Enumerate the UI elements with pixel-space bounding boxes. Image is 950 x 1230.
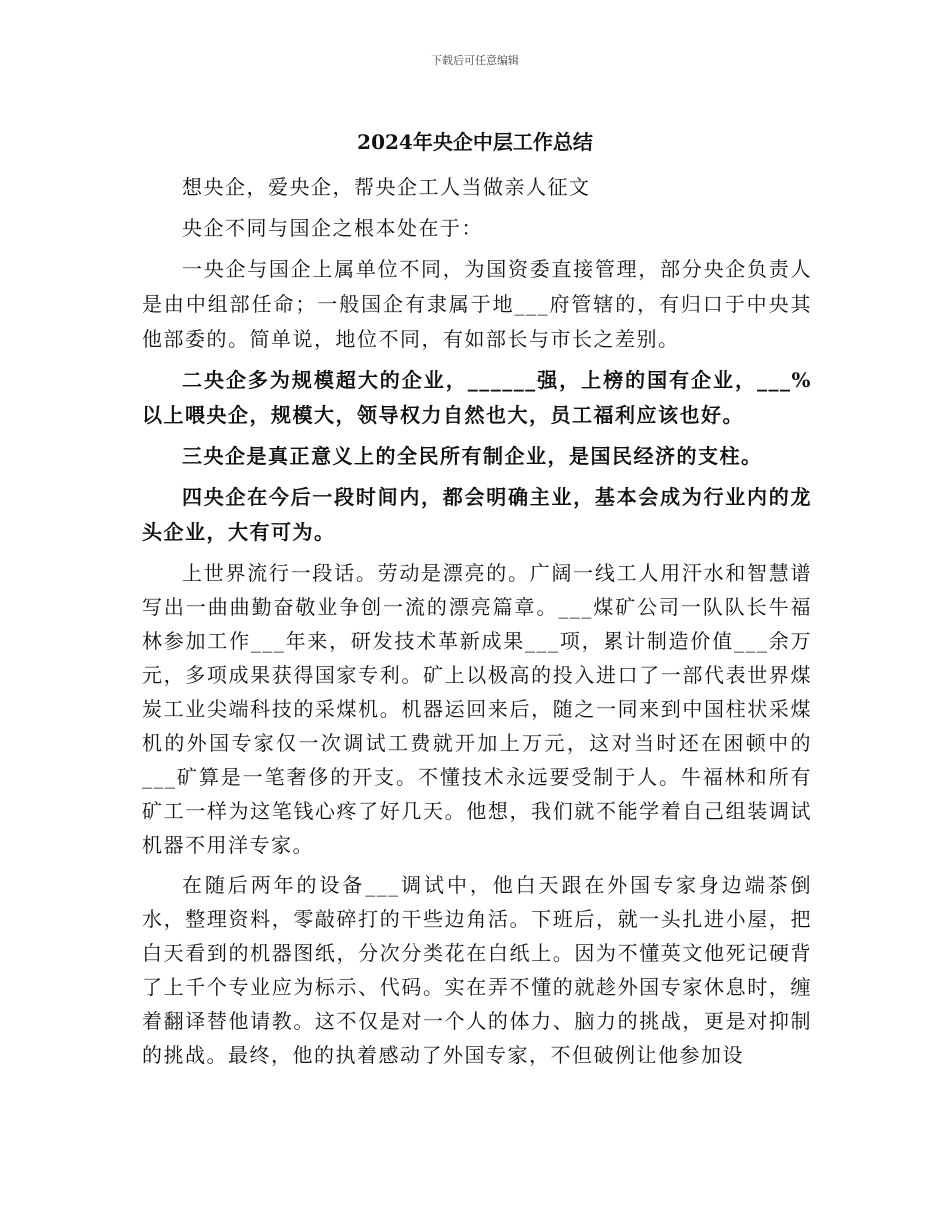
- paragraph-point-two: 二央企多为规模超大的企业，______强，上榜的国有企业，___%以上喂央企，规模大，领导权力自然也大，员工福利应该也好。: [142, 368, 812, 427]
- paragraph-story-continued: 在随后两年的设备___调试中，他白天跟在外国专家身边端茶倒水，整理资料，零敲碎打的干些边角活。下班后，就一头扎进小屋，把白天看到的机器图纸，分次分类花在白纸上。因为不懂英文他死记硬背了上千个专业应为标示、代码。实在弄不懂的就趁外国专家休息时，缠着翻译替他请教。这不仅是对一个人的体力、脑力的挑战，更是对抑制的挑战。最终，他的执着感动了外国专家，不但破例让他参加设: [142, 873, 812, 1067]
- paragraph-point-three: 三央企是真正意义上的全民所有制企业，是国民经济的支柱。: [182, 444, 763, 468]
- paragraph-story: 上世界流行一段话。劳动是漂亮的。广阔一线工人用汗水和智慧谱写出一曲曲勤奋敬业争创一流的漂亮篇章。___煤矿公司一队队长牛福林参加工作___年来，研发技术革新成果___项，累计制造价值___余万元，多项成果获得国家专利。矿上以极高的投入进口了一部代表世界煤炭工业尖端科技的采煤机。机器运回来后，随之一同来到中国柱状采煤机的外国专家仅一次调试工费就开加上万元，这对当时还在困顿中的___矿算是一笔奢侈的开支。不懂技术永远要受制于人。牛福林和所有矿工一样为这笔钱心疼了好几天。他想，我们就不能学着自己组装调试机器不用洋专家。: [142, 561, 812, 857]
- paragraph-intro: 央企不同与国企之根本处在于：: [182, 216, 483, 240]
- paragraph-essay-title: 想央企，爱央企，帮央企工人当做亲人征文: [182, 175, 591, 199]
- page-header-note: 下载后可任意编辑: [431, 54, 519, 67]
- paragraph-point-four: 四央企在今后一段时间内，都会明确主业，基本会成为行业内的龙头企业，大有可为。: [142, 485, 812, 544]
- paragraph-point-one: 一央企与国企上属单位不同，为国资委直接管理，部分央企负责人是由中组部任命；一般国企有隶属于地___府管辖的，有归口于中央其他部委的。简单说，地位不同，有如部长与市长之差别。: [142, 257, 812, 351]
- document-body: [142, 170, 812, 1078]
- document-title: 2024年央企中层工作总结: [357, 130, 593, 154]
